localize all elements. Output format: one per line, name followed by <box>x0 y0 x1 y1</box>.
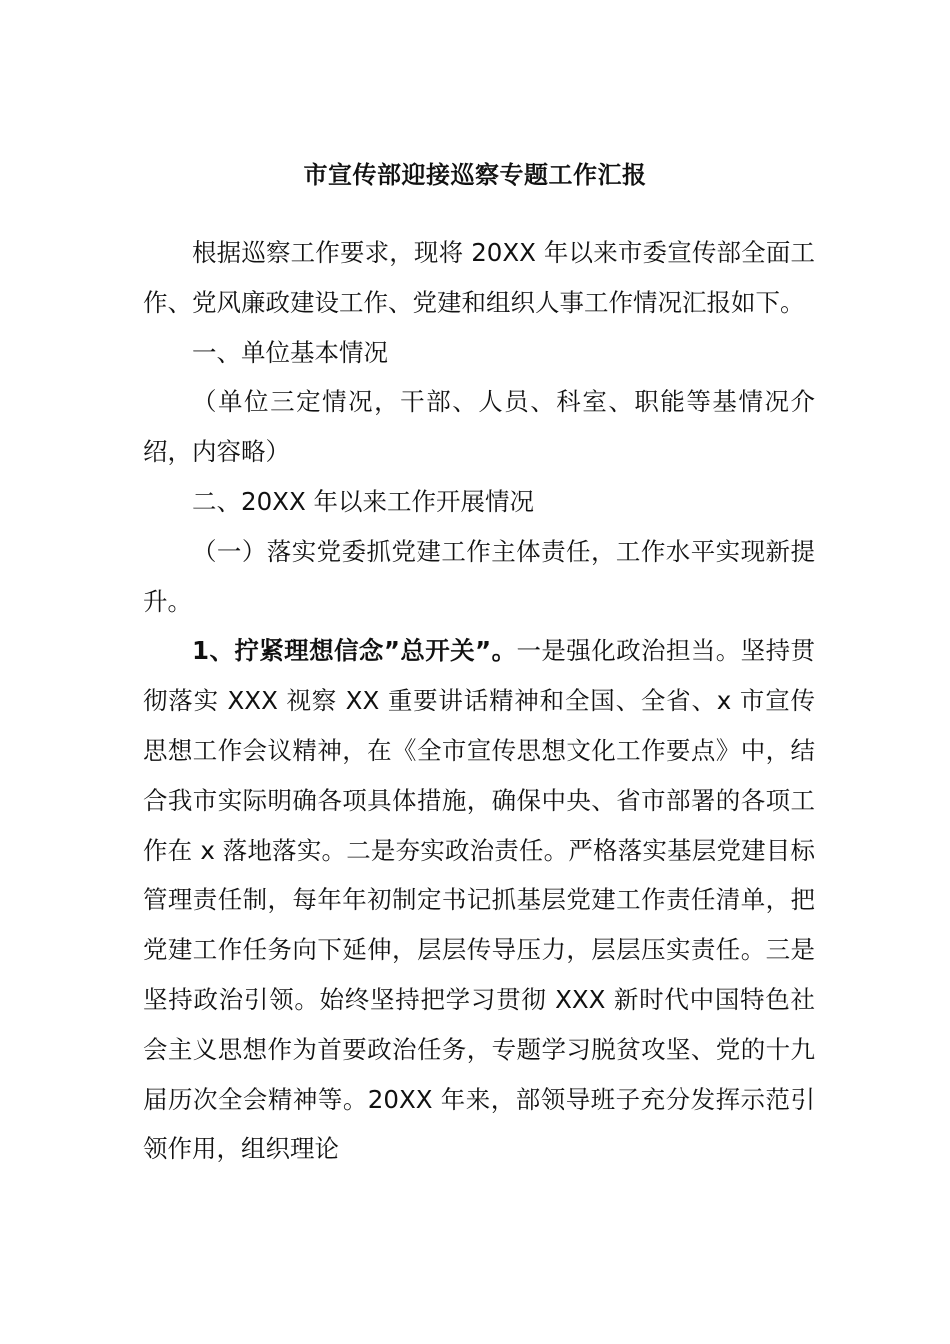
item1-text: 一是强化政治担当。坚持贯彻落实 XXX 视察 XX 重要讲话精神和全国、全省、x 市宣传思想工作会议精神，在《全市宣传思想文化工作要点》中，结合我市实际明确各项具体措施，确保中央、省市部署的各项工作在 x 落地落实。二是夯实政治责任。严格落实基层党建目标管理责任制，每年年初制定书记抓基层党建工作责任清单，把党建工作任务向下延伸，层层传导压力，层层压实责任。三是坚持政治引领。始终坚持把学习贯彻 XXX 新时代中国特色社会主义思想作为首要政治任务，专题学习脱贫攻坚、党的十九届历次全会精神等。20XX 年来，部领导班子充分发挥示范引领作用，组织理论 <box>143 636 815 1164</box>
item1-paragraph <box>143 626 815 1174</box>
section1-paragraph: （单位三定情况，干部、人员、科室、职能等基情况介绍，内容略） <box>143 387 815 467</box>
document-title: 市宣传部迎接巡察专题工作汇报 <box>303 161 647 189</box>
item1-lead: 1、拧紧理想信念”总开关”。 <box>192 636 517 666</box>
section2-heading: 二、20XX 年以来工作开展情况 <box>192 486 535 516</box>
intro-paragraph: 根据巡察工作要求，现将 20XX 年以来市委宣传部全面工作、党风廉政建设工作、党建和组织人事工作情况汇报如下。 <box>143 238 815 317</box>
section1-heading: 一、单位基本情况 <box>192 337 388 367</box>
subsection1-heading: （一）落实党委抓党建工作主体责任，工作水平实现新提升。 <box>143 536 815 616</box>
document-body <box>143 228 815 1174</box>
